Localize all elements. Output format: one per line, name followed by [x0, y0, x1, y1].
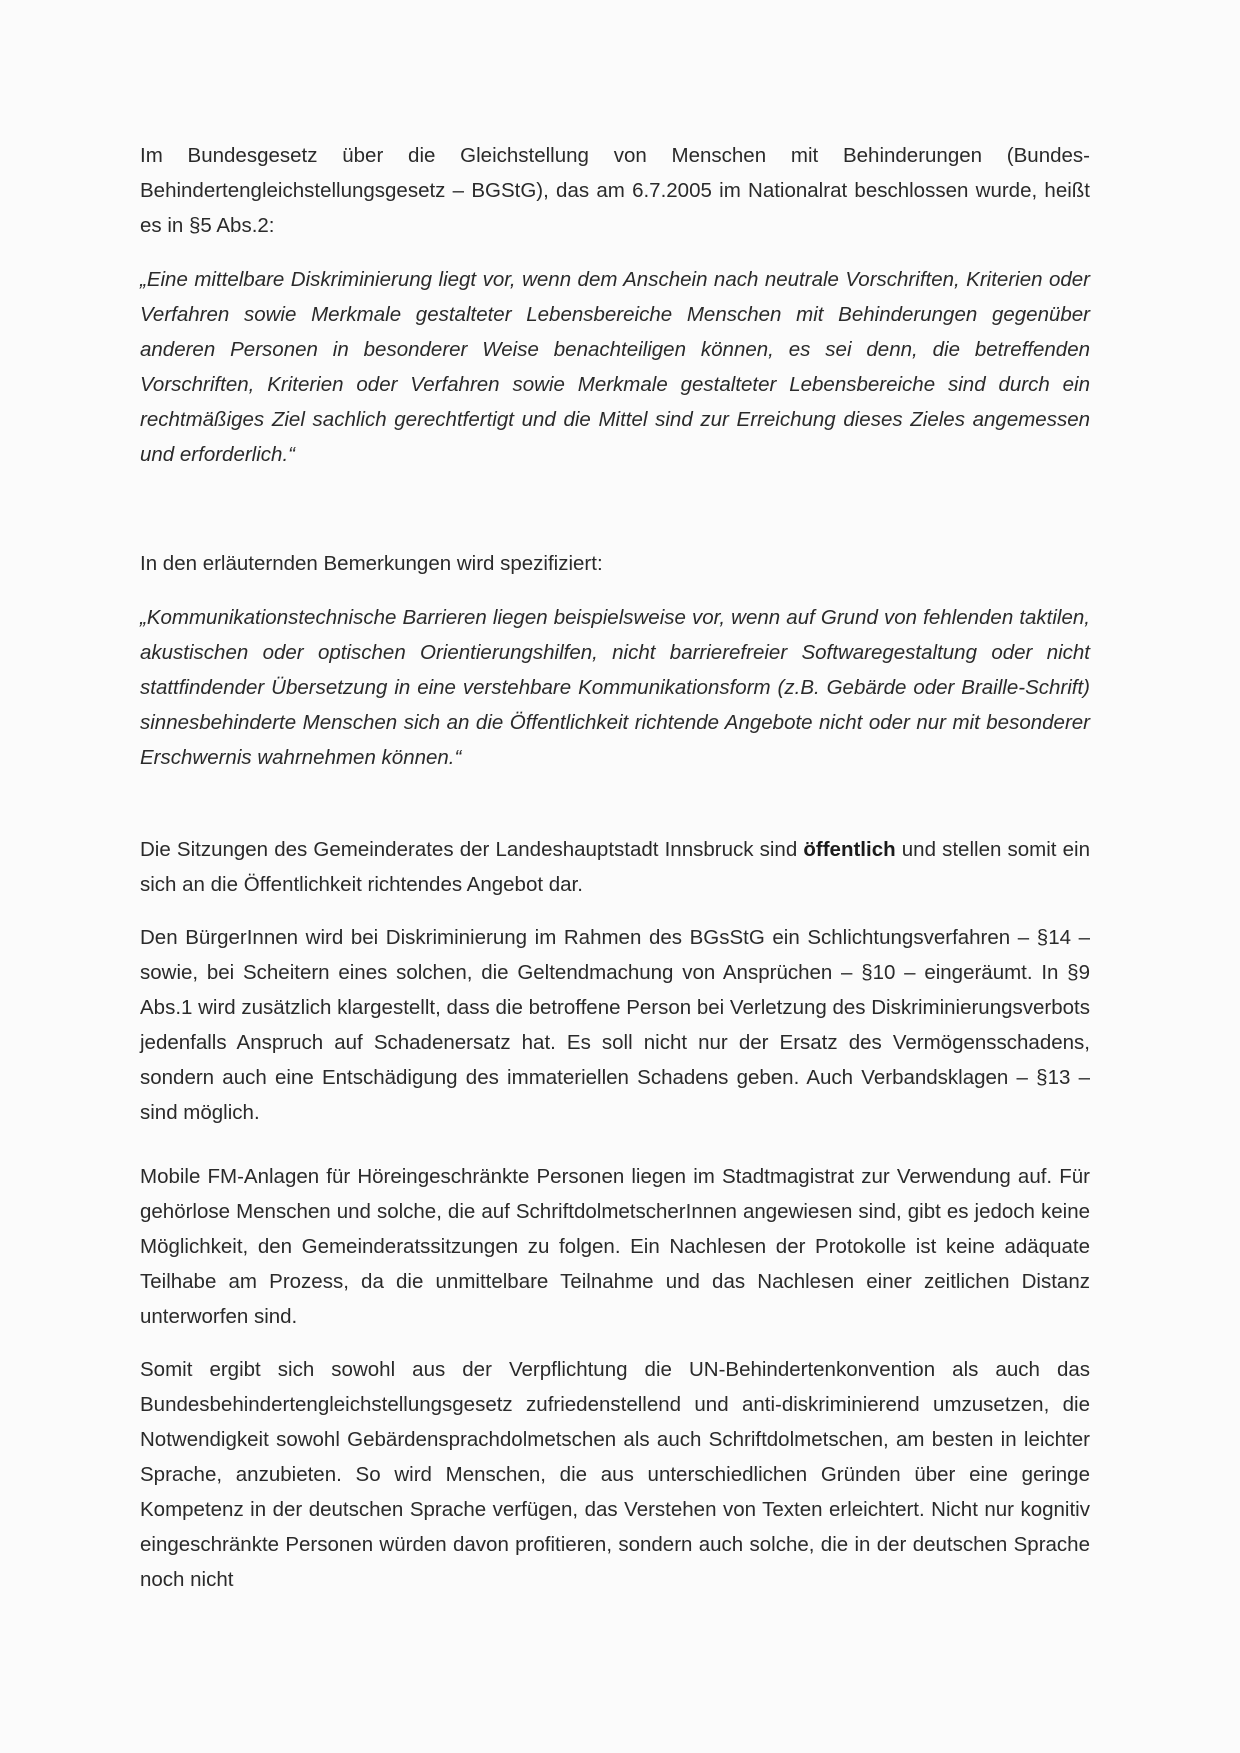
rights-paragraph: Den BürgerInnen wird bei Diskriminierung im Rahmen des BGsStG ein Schlichtungsverfahren – §14 – sowie, bei Scheitern eines solchen, die Geltendmachung von Ansprüchen – §10 – eingeräumt. In §9 Abs.1 wird zusätzlich klargestellt, dass die betroffene Person bei Verletzung des Diskriminierungsverbots jedenfalls Anspruch auf Schadenersatz hat. Es soll nicht nur der Ersatz des Vermögensschadens, sondern auch eine Entschädigung des immateriellen Schadens geben. Auch Verbandsklagen – §13 – sind möglich. [140, 926, 1090, 1124]
sessions-text-before: Die Sitzungen des Gemeinderates der Landeshauptstadt Innsbruck sind [140, 838, 798, 861]
quote-paragraph-1: „Eine mittelbare Diskriminierung liegt vor, wenn dem Anschein nach neutrale Vorschriften, Kriterien oder Verfahren sowie Merkmale gestalteter Lebensbereiche Menschen mit Behinderungen gegenüber anderen Personen in besonderer Weise benachteiligen können, es sei denn, die betreffenden Vorschriften, Kriterien oder Verfahren sowie Merkmale gestalteter Lebensbereiche sind durch ein rechtmäßiges Ziel sachlich gerechtfertigt und die Mittel sind zur Erreichung dieses Zieles angemessen und erforderlich.“ [140, 268, 1090, 466]
sessions-paragraph [140, 832, 1090, 902]
fm-systems-paragraph: Mobile FM-Anlagen für Höreingeschränkte Personen liegen im Stadtmagistrat zur Verwendung auf. Für gehörlose Menschen und solche, die auf SchriftdolmetscherInnen angewiesen sind, gibt es jedoch keine Möglichkeit, den Gemeinderatssitzungen zu folgen. Ein Nachlesen der Protokolle ist keine adäquate Teilhabe am Prozess, da die unmittelbare Teilnahme und das Nachlesen einer zeitlichen Distanz unterworfen sind. [140, 1165, 1090, 1328]
sessions-bold-text: öffentlich [803, 838, 896, 861]
intro-paragraph: Im Bundesgesetz über die Gleichstellung von Menschen mit Behinderungen (Bundes-Behindertengleichstellungsgesetz – BGStG), das am 6.7.2005 im Nationalrat beschlossen wurde, heißt es in §5 Abs.2: [140, 144, 1090, 237]
remarks-intro-paragraph: In den erläuternden Bemerkungen wird spezifiziert: [140, 552, 603, 575]
sessions-text-after: und stellen somit ein sich an die Öffentlichkeit richtendes Angebot dar. [140, 838, 1090, 896]
quote-paragraph-2: „Kommunikationstechnische Barrieren liegen beispielsweise vor, wenn auf Grund von fehlenden taktilen, akustischen oder optischen Orientierungshilfen, nicht barrierefreier Softwaregestaltung oder nicht stattfindender Übersetzung in eine verstehbare Kommunikationsform (z.B. Gebärde oder Braille-Schrift) sinnesbehinderte Menschen sich an die Öffentlichkeit richtende Angebote nicht oder nur mit besonderer Erschwernis wahrnehmen können.“ [140, 606, 1090, 769]
conclusion-paragraph: Somit ergibt sich sowohl aus der Verpflichtung die UN-Behindertenkonvention als auch das Bundesbehindertengleichstellungsgesetz zufriedenstellend und anti-diskriminierend umzusetzen, die Notwendigkeit sowohl Gebärdensprachdolmetschen als auch Schriftdolmetschen, am besten in leichter Sprache, anzubieten. So wird Menschen, die aus unterschiedlichen Gründen über eine geringe Kompetenz in der deutschen Sprache verfügen, das Verstehen von Texten erleichtert. Nicht nur kognitiv eingeschränkte Personen würden davon profitieren, sondern auch solche, die in der deutschen Sprache noch nicht [140, 1358, 1090, 1591]
